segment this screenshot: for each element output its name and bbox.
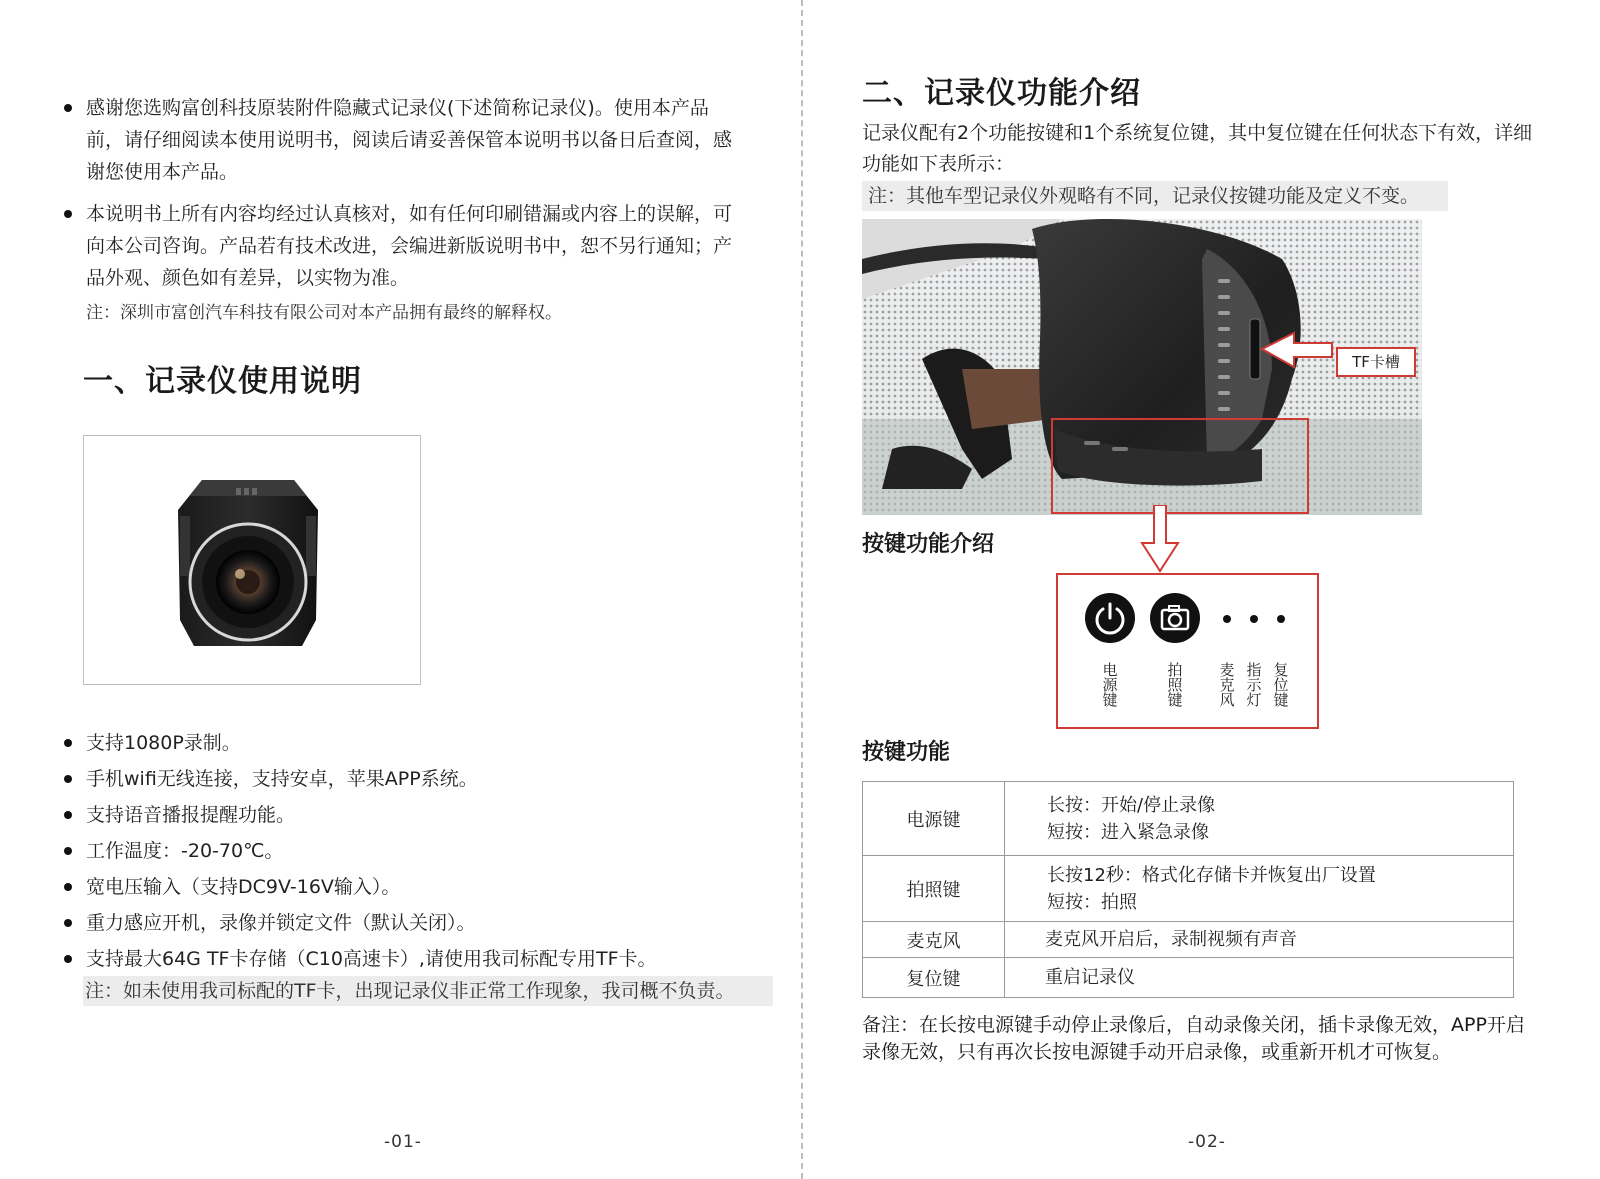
label-indicator: 指示灯 xyxy=(1246,661,1262,709)
intro-list xyxy=(62,92,742,304)
section-title: 一、记录仪使用说明 xyxy=(83,364,362,399)
microphone-hole-icon xyxy=(1223,615,1231,623)
power-button-icon xyxy=(1085,593,1135,643)
table-row xyxy=(863,782,1514,856)
list-item: 感谢您选购富创科技原装附件隐藏式记录仪(下述简称记录仪)。使用本产品前，请仔细阅读本使用说明书，阅读后请妥善保管本说明书以备日后查阅，感谢您使用本产品。 xyxy=(62,92,742,188)
table-value: 重启记录仪 xyxy=(1005,958,1514,998)
function-table xyxy=(862,781,1514,998)
reset-hole-icon xyxy=(1277,615,1285,623)
label-microphone: 麦克风 xyxy=(1219,661,1235,709)
list-item: 本说明书上所有内容均经过认真核对，如有任何印刷错漏或内容上的误解，可向本公司咨询。产品若有技术改进，会编进新版说明书中，恕不另行通知；产品外观、颜色如有差异，以实物为准。 xyxy=(62,198,742,294)
features-note: 注：如未使用我司标配的TF卡，出现记录仪非正常工作现象，我司概不负责。 xyxy=(83,976,773,1006)
model-note: 注：其他车型记录仪外观略有不同，记录仪按键功能及定义不变。 xyxy=(862,181,1448,211)
tf-slot-label: TF卡槽 xyxy=(1336,347,1416,377)
table-key: 复位键 xyxy=(863,958,1005,998)
bullet-icon xyxy=(64,811,72,819)
label-photo: 拍照键 xyxy=(1167,661,1183,709)
page-divider xyxy=(801,0,803,1179)
bullet-icon xyxy=(64,883,72,891)
remark-text: 备注：在长按电源键手动停止录像后，自动录像关闭，插卡录像无效，APP开启录像无效，只有再次长按电源键手动开启录像，或重新开机才可恢复。 xyxy=(862,1014,1525,1063)
dashcam-camera-icon xyxy=(84,436,420,684)
button-function-title: 按键功能 xyxy=(862,740,951,765)
table-row xyxy=(863,856,1514,922)
page-right xyxy=(804,0,1600,1179)
page-number: -01- xyxy=(384,1132,422,1152)
bullet-icon xyxy=(64,919,72,927)
list-item: 手机wifi无线连接，支持安卓，苹果APP系统。 xyxy=(62,761,742,797)
bullet-icon xyxy=(64,210,72,218)
table-value: 麦克风开启后，录制视频有声音 xyxy=(1005,922,1514,958)
label-power: 电源键 xyxy=(1102,661,1118,709)
product-image xyxy=(83,435,421,685)
intro-paragraph: 记录仪配有2个功能按键和1个系统复位键，其中复位键在任何状态下有效，详细功能如下表所示： xyxy=(862,122,1533,175)
list-item: 支持最大64G TF卡存储（C10高速卡）,请使用我司标配专用TF卡。 xyxy=(62,941,742,977)
arrow-down-icon xyxy=(1140,505,1180,575)
table-key: 拍照键 xyxy=(863,856,1005,922)
table-value: 长按12秒：格式化存储卡并恢复出厂设置 短按：拍照 xyxy=(1005,856,1514,922)
table-row xyxy=(863,958,1514,998)
section-title: 二、记录仪功能介绍 xyxy=(862,76,1141,111)
bullet-icon xyxy=(64,104,72,112)
intro-note: 注：深圳市富创汽车科技有限公司对本产品拥有最终的解释权。 xyxy=(86,303,562,323)
table-key: 麦克风 xyxy=(863,922,1005,958)
list-item: 支持语音播报提醒功能。 xyxy=(62,797,742,833)
list-item: 工作温度：-20-70℃。 xyxy=(62,833,742,869)
page-number: -02- xyxy=(1188,1132,1226,1152)
list-item: 宽电压输入（支持DC9V-16V输入）。 xyxy=(62,869,742,905)
camera-button-icon xyxy=(1150,593,1200,643)
list-item: 重力感应开机，录像并锁定文件（默认关闭）。 xyxy=(62,905,742,941)
table-value: 长按：开始/停止录像 短按：进入紧急录像 xyxy=(1005,782,1514,856)
bullet-icon xyxy=(64,847,72,855)
label-reset: 复位键 xyxy=(1273,661,1289,709)
table-key: 电源键 xyxy=(863,782,1005,856)
table-row xyxy=(863,922,1514,958)
bullet-icon xyxy=(64,739,72,747)
bullet-icon xyxy=(64,955,72,963)
button-panel-diagram xyxy=(1056,573,1319,729)
button-intro-title: 按键功能介绍 xyxy=(862,532,995,557)
bullet-icon xyxy=(64,775,72,783)
indicator-light-icon xyxy=(1250,615,1258,623)
feature-list xyxy=(62,725,742,977)
list-item: 支持1080P录制。 xyxy=(62,725,742,761)
